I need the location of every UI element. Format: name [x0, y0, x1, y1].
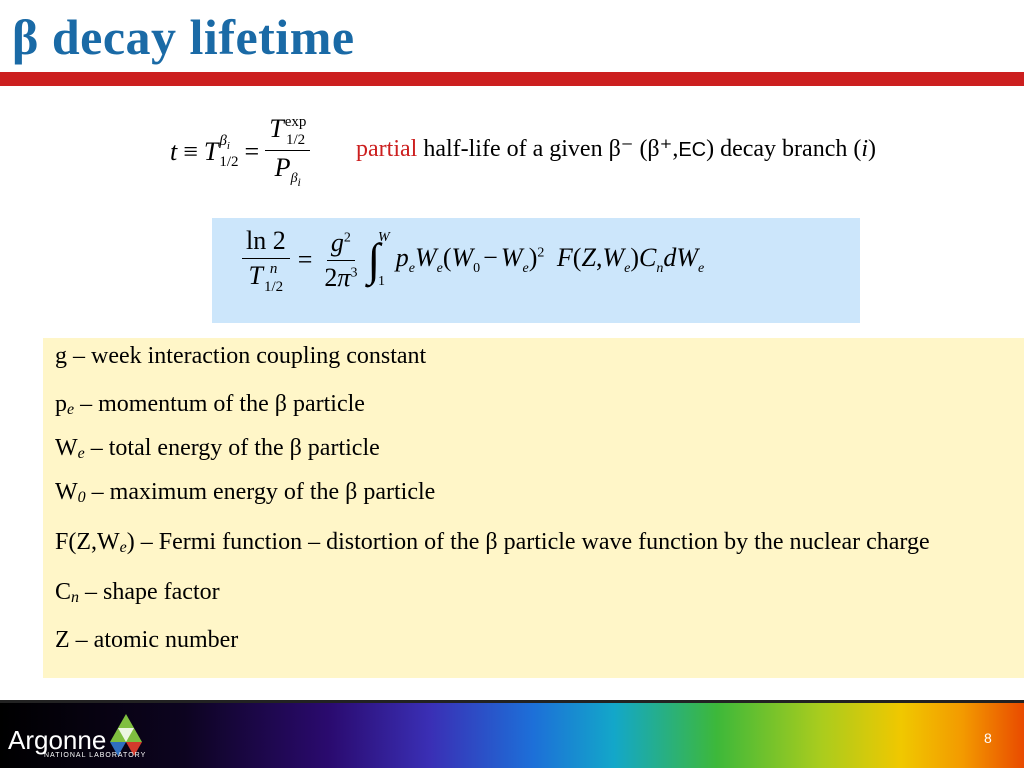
desc-text-2: ) decay branch (: [706, 136, 862, 162]
eq2-W0-sub: 0: [473, 261, 481, 277]
eq2-pow2: 2: [537, 245, 545, 261]
integral-upper-limit: W: [378, 230, 390, 246]
eq2-pi: π: [337, 262, 351, 292]
eq2-p-sub: e: [408, 261, 415, 277]
desc-text-3: ): [868, 136, 877, 162]
eq1-t: t: [170, 136, 178, 166]
definition-item: [55, 528, 1024, 562]
eq2-coef-den: [320, 261, 361, 293]
def-symbol: C: [55, 579, 72, 605]
eq2-equals: =: [297, 245, 313, 275]
eq2-We3-sub: e: [624, 261, 631, 277]
eq1-num-sup: exp: [284, 113, 307, 130]
eq2-C-sub: n: [656, 261, 664, 277]
eq1-den-sub: [290, 170, 301, 189]
eq1-num-sub: 1/2: [285, 131, 306, 148]
eq2-T-sub: 1/2: [264, 278, 284, 295]
eq2-We4-sub: e: [698, 261, 705, 277]
eq2-pi-pow: 3: [350, 265, 358, 281]
footer-top-line: [0, 700, 1024, 703]
def-text: – total energy of the β particle: [84, 435, 380, 461]
eq2-lhs-den: [245, 259, 288, 295]
def-sub: 0: [77, 489, 86, 506]
eq2-We2: W: [500, 243, 523, 273]
eq2-We: W: [414, 243, 437, 273]
definition-item: [55, 578, 1024, 612]
eq2-F: F: [556, 243, 573, 273]
desc-i: i: [861, 136, 869, 162]
eq1-numerator: [265, 114, 310, 151]
eq1-T-scripts: [219, 134, 238, 170]
partial-word: partial: [356, 136, 418, 162]
definition-item: [55, 342, 1024, 376]
eq1-equiv: ≡: [183, 136, 198, 166]
eq2-We3: W: [602, 243, 625, 273]
eq2-F-close: ): [630, 243, 639, 273]
def-sub: n: [71, 589, 80, 606]
def-symbol: F(Z,W: [55, 529, 120, 555]
eq2-paren-close: ): [528, 243, 538, 273]
eq1-sup-beta: β: [219, 132, 227, 149]
eq2-C: C: [639, 243, 657, 273]
eq2-coef-fraction: [320, 228, 361, 293]
definition-item: [55, 626, 1024, 660]
desc-beta-minus: β⁻ (β⁺,: [608, 136, 679, 162]
def-symbol: W: [55, 479, 78, 505]
eq2-integral: [367, 231, 389, 289]
eq2-integrand: [396, 243, 705, 277]
eq1-denominator: [271, 151, 305, 190]
def-text: – momentum of the β particle: [74, 391, 365, 417]
integral-lower-limit: 1: [378, 274, 386, 290]
eq2-F-open: (: [572, 243, 582, 273]
desc-ec: EC: [678, 139, 707, 161]
eq1-fraction: [265, 114, 310, 190]
eq2-T-sup: n: [269, 260, 278, 277]
eq2-paren-open: (: [442, 243, 452, 273]
eq2-We4: W: [676, 243, 699, 273]
def-symbol: W: [55, 435, 78, 461]
page-number: 8: [984, 730, 992, 746]
integral-limits: [378, 231, 390, 289]
decay-rate-equation: [242, 226, 704, 295]
def-symbol: g: [55, 343, 67, 369]
eq1-den-P: P: [274, 152, 291, 182]
eq2-W0: W: [451, 243, 474, 273]
eq2-T-scripts: [264, 262, 283, 295]
eq1-T: T: [203, 136, 219, 166]
def-symbol: Z: [55, 627, 70, 653]
logo-subtext: NATIONAL LABORATORY: [44, 752, 147, 759]
desc-text-1: half-life of a given: [417, 136, 609, 162]
eq2-We2-sub: e: [522, 261, 529, 277]
def-text: ) – Fermi function – distortion of the β particle wave function by the nuclear charge: [126, 529, 930, 555]
eq2-comma: ,: [595, 243, 603, 273]
title-rule: [0, 72, 1024, 86]
eq2-p: p: [395, 243, 409, 273]
eq2-T: T: [248, 261, 264, 290]
definition-item: [55, 390, 1024, 424]
eq2-d: d: [663, 243, 677, 273]
eq1-sup-i: i: [226, 139, 230, 152]
eq2-We-sub: e: [436, 261, 443, 277]
eq1-num-T: T: [269, 114, 284, 143]
eq2-two: 2: [324, 262, 338, 292]
eq1-equals: =: [244, 136, 260, 166]
eq2-lhs-fraction: [242, 226, 290, 295]
integral-sign: ∫: [367, 234, 381, 286]
eq1-num-scripts: [285, 115, 307, 148]
eq2-ln2: ln 2: [242, 226, 290, 259]
eq1-den-sub-i: i: [297, 174, 301, 189]
eq2-coef-num: [327, 228, 355, 261]
def-text: – week interaction coupling constant: [67, 343, 427, 369]
half-life-description: [356, 134, 876, 163]
slide-title: β decay lifetime: [12, 9, 355, 65]
definition-item: [55, 478, 1024, 512]
def-sub: e: [67, 401, 75, 418]
eq2-Z: Z: [581, 243, 596, 273]
def-sub: e: [119, 539, 127, 556]
eq2-minus: −: [483, 243, 498, 273]
definitions-box: [43, 338, 1024, 678]
eq2-g: g: [330, 227, 344, 257]
half-life-equation: [170, 114, 310, 190]
def-text: – atomic number: [69, 627, 239, 653]
def-text: – shape factor: [79, 579, 220, 605]
def-sub: e: [77, 445, 85, 462]
eq1-T-sub: 1/2: [219, 153, 239, 170]
eq1-den-sub-beta: β: [290, 170, 298, 186]
def-symbol: p: [55, 391, 67, 417]
def-text: – maximum energy of the β particle: [85, 479, 436, 505]
eq1-T-sup: [219, 134, 238, 152]
logo-text: Argonne: [8, 725, 107, 755]
eq2-g-pow: 2: [343, 230, 351, 246]
definition-item: [55, 434, 1024, 468]
